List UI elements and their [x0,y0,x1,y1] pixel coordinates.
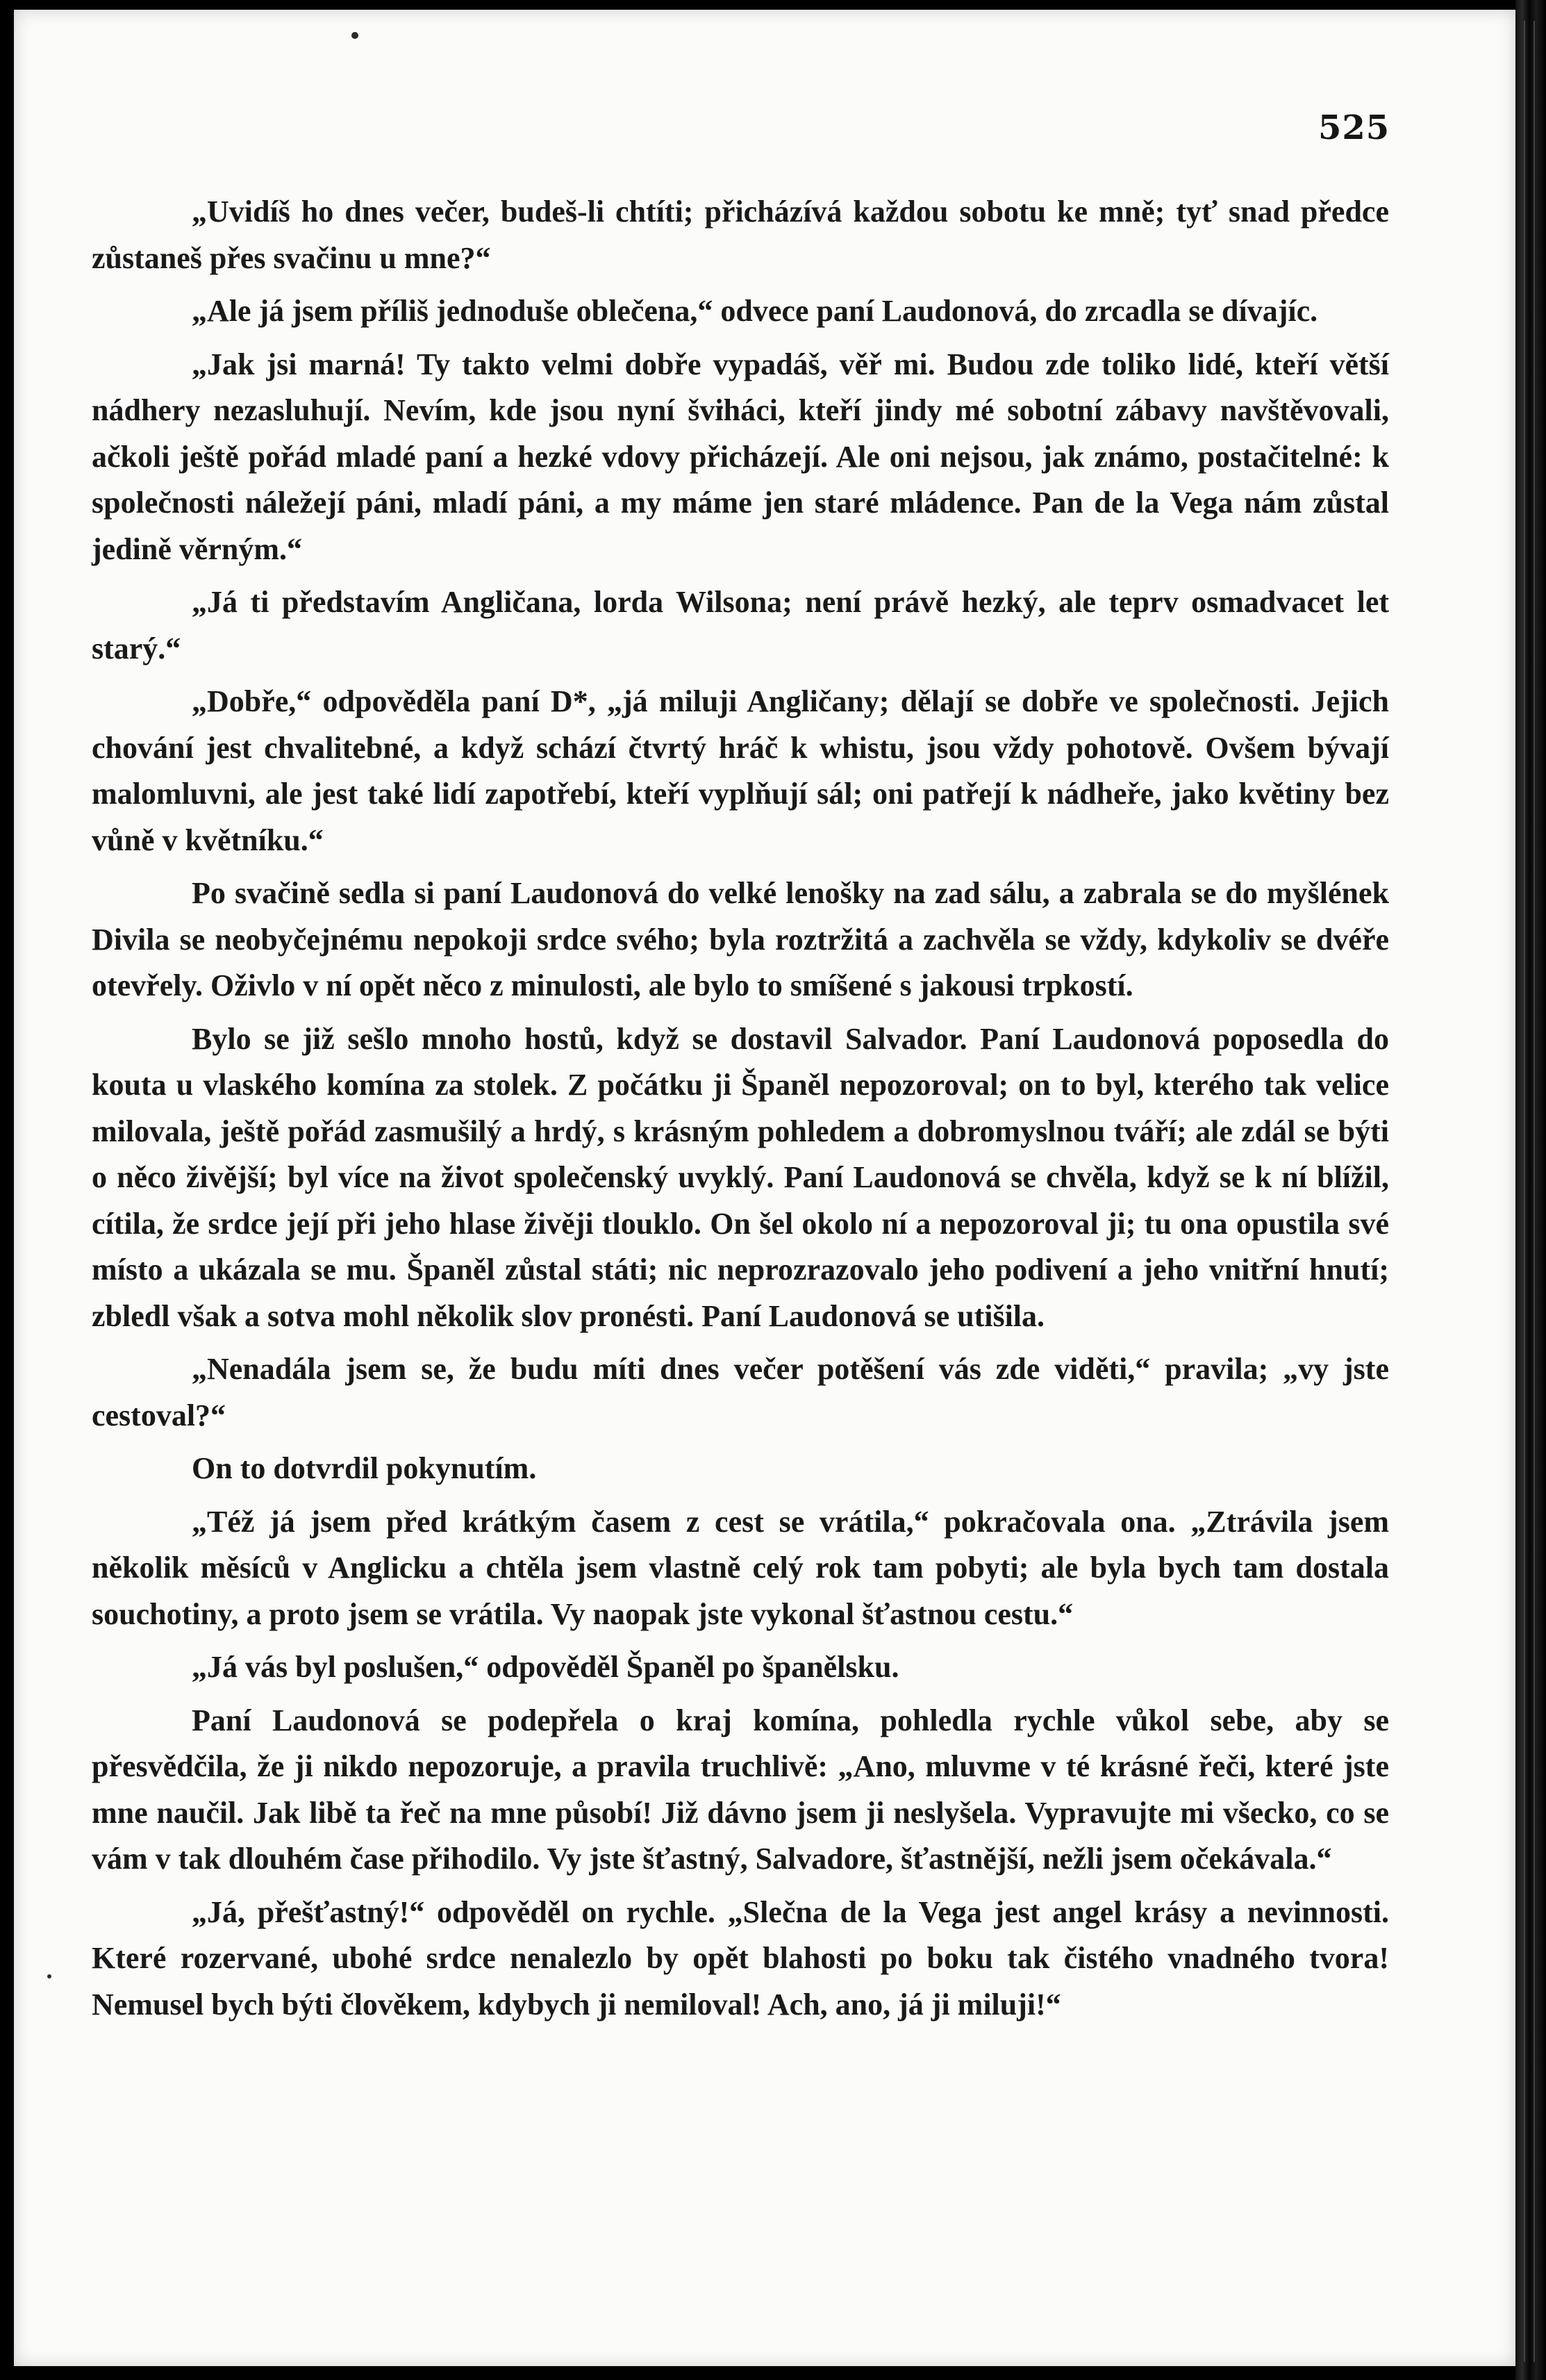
paragraph: Bylo se již sešlo mnoho hostů, když se dostavil Salvador. Paní Laudonová poposedla do kouta u vlaského komína za stolek. Z počátku ji Španěl nepozoroval; on to byl, kterého tak velice milovala, ještě pořád zasmušilý a hrdý, s krásným pohledem a dobromyslnou tváří; ale zdál se býti o něco živější; byl více na život společenský uvyklý. Paní Laudonová se chvěla, když se k ní blížil, cítila, že srdce její při jeho hlase živějі tlouklo. On šel okolo ní a nepozoroval ji; tu ona opustila své místo a ukázala se mu. Španěl zůstal státi; nic neprozrazovalo jeho podivení a jeho vnitřní hnutí; zbledl však a sotva mohl několik slov pronésti. Paní Laudonová se utišila. [92,1021,1389,1333]
paragraph: „Uvidíš ho dnes večer, budeš-li chtíti; přicházívá každou sobotu ke mně; tyť snad předce zůstaneš přes svačinu u mne?“ [92,195,1389,275]
paragraph: „Též já jsem před krátkým časem z cest se vrátila,“ pokračovala ona. „Ztrávila jsem několik měsíců v Anglicku a chtěla jsem vlastně celý rok tam pobyti; ale byla bych tam dostala souchotiny, a proto jsem se vrátila. Vy naopak jste vykonal šťastnou cestu.“ [92,1504,1389,1631]
ink-speck [47,1974,51,1978]
paragraph: „Já ti představím Angličana, lorda Wilsona; není právě hezký, ale teprv osmadvacet let starý.“ [92,585,1389,666]
edge-line [1533,21,1535,2362]
paragraph: „Nenadála jsem se, že budu míti dnes večer potěšení vás zde viděti,“ pravila; „vy jste cestoval?“ [92,1352,1389,1432]
page-number: 525 [1318,108,1390,147]
paragraph: „Ale já jsem příliš jednoduše oblečena,“ odvece paní Laudonová, do zrcadla se dívajíc. [192,294,1318,328]
paragraph: „Já, přešťastný!“ odpověděl on rychle. „Slečna de la Vega jest angel krásy a nevinnosti. Které rozervané, ubohé srdce nenalezlo by opět blahosti po boku tak čistého vnadného tvora! Nemusel bych býti člověkem, kdybych ji nemiloval! Ach, ano, já ji miluji!“ [92,1894,1389,2022]
paragraph: Paní Laudonová se podepřela o kraj komína, pohledla rychle vůkol sebe, aby se přesvědčila, že ji nikdo nepozoruje, a pravila truchlivě: „Ano, mluvme v té krásné řeči, které jste mne naučil. Jak libě ta řeč na mne působí! Již dávno jsem ji neslyšela. Vypravujte mi všecko, co se vám v tak dlouhém čase přihodilo. Vy jste šťastný, Salvadore, šťastnější, nežli jsem očekávala.“ [92,1703,1389,1876]
paragraph: Po svačině sedla si paní Laudonová do velké lenošky na zad sálu, a zabrala se do myšlének Divila se neobyčejnému nepokoji srdce svého; byla roztržitá a zachvěla se vždy, kdykoliv se dvéře otevřely. Oživlo v ní opět něco z minulosti, ale bylo to smíšené s jakousi trpkostí. [92,876,1389,1002]
book-page [14,10,1515,2366]
page-edge-shadow [1515,0,1546,2380]
edge-line [1524,21,1525,2362]
ink-speck [351,32,358,39]
paragraph: „Jak jsi marná! Ty takto velmi dobře vypadáš, věř mi. Budou zde toliko lidé, kteří větší nádhery nezasluhují. Nevím, kde jsou nyní šviháci, kteří jindy mé sobotní zábavy navštěvovali, ačkoli ještě pořád mladé paní a hezké vdovy přicházejí. Ale oni nejsou, jak známo, postačitelné: k společnosti náležejí páni, mladí páni, a my máme jen staré mládence. Pan de la Vega nám zůstal jedině věrným.“ [92,347,1389,566]
paragraph: „Dobře,“ odpověděla paní D*, „já miluji Angličany; dělají se dobře ve společnosti. Jejich chování jest chvalitebné, a když schází čtvrtý hráč k whistu, jsou vždy pohotově. Ovšem bývají malomluvni, ale jest také lidí zapotřebí, kteří vyplňují sál; oni patřejí k nádheře, jako květiny bez vůně v květníku.“ [92,684,1389,857]
body-text [92,189,1389,2035]
paragraph: On to dotvrdil pokynutím. [192,1451,537,1485]
paragraph: „Já vás byl poslušen,“ odpověděl Španěl po španělsku. [192,1650,899,1684]
